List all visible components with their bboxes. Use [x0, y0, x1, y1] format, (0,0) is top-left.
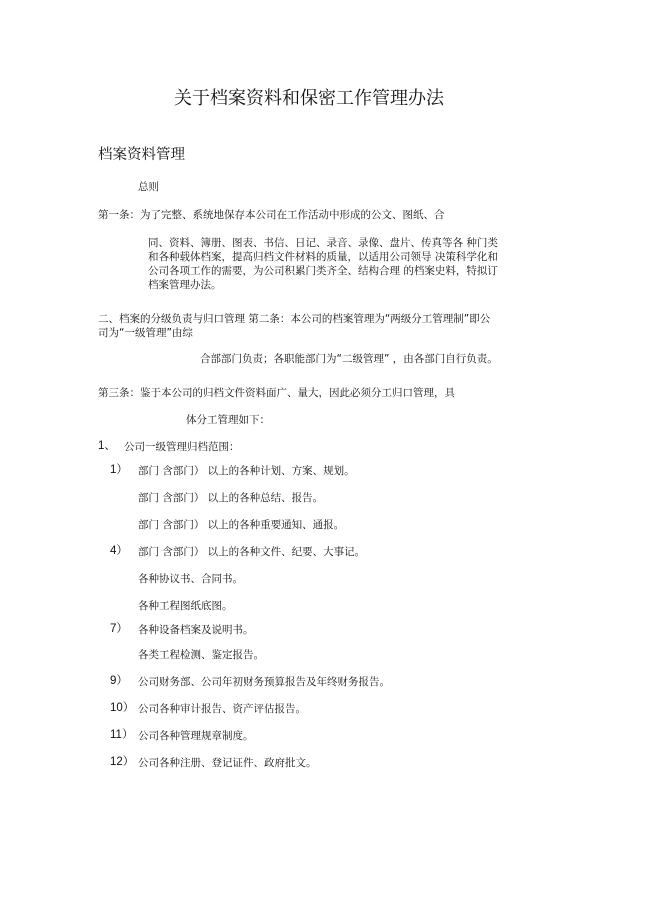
list-item-text: 部门 含部门） 以上的各种文件、纪要、大事记。 [138, 546, 366, 558]
list-item-text: 部门 含部门） 以上的各种重要通知、通报。 [138, 519, 345, 531]
article-1-line: 同、资料、簿册、图表、书信、日记、录音、录像、盘片、传真等各 种门类 [148, 237, 498, 249]
list-item-text: 公司各种管理规章制度。 [138, 730, 254, 742]
article-1-line: 档案管理办法。 [148, 279, 222, 291]
list-item-number: 12） [110, 756, 135, 768]
list-item-text: 部门 含部门） 以上的各种计划、方案、规划。 [138, 465, 355, 477]
general-principles-label: 总则 [138, 181, 159, 193]
list-item-text: 各种设备档案及说明书。 [138, 624, 254, 636]
article-1-line: 第一条：为了完整、系统地保存本公司在工作活动中形成的公文、图纸、合 [98, 209, 445, 221]
article-1-line: 公司各项工作的需要，为公司积累门类齐全、结构合理 的档案史料，特拟订 [148, 265, 498, 277]
list-item-text: 各类工程检测、鉴定报告。 [138, 649, 264, 661]
article-1-line: 和各种载体档案，提高归档文件材料的质量，以适用公司领导 决策科学化和 [148, 251, 498, 263]
list-item-text: 各种工程图纸底图。 [138, 600, 233, 612]
article-2-line: 司为“一级管理”由综 [98, 327, 193, 339]
list-item-text: 各种协议书、合同书。 [138, 573, 243, 585]
list-item-number: 1） [110, 464, 128, 476]
list-item-text: 公司各种注册、登记证件、政府批文。 [138, 757, 317, 769]
article-3-line: 第三条：鉴于本公司的归档文件资料面广、量大，因此必须分工归口管理，具 [98, 387, 455, 399]
list-item-text: 部门 含部门） 以上的各种总结、报告。 [138, 492, 324, 504]
scope-number: 1、 [98, 440, 116, 452]
list-item-number: 9） [110, 675, 128, 687]
list-item-number: 10） [110, 702, 135, 714]
list-item-text: 公司财务部、公司年初财务预算报告及年终财务报告。 [138, 676, 390, 688]
list-item-number: 7） [110, 623, 128, 635]
scope-text: 公司一级管理归档范围： [124, 441, 240, 453]
article-2-line: 二、档案的分级负责与归口管理 第二条：本公司的档案管理为“两级分工管理制”即公 [98, 313, 491, 325]
list-item-number: 11） [110, 729, 134, 741]
article-2-line: 合部部门负责；各职能部门为“二级管理” ，由各部门自行负责。 [200, 353, 498, 365]
list-item-text: 公司各种审计报告、资产评估报告。 [138, 703, 306, 715]
section-heading: 档案资料管理 [98, 147, 185, 163]
document-title: 关于档案资料和保密工作管理办法 [174, 88, 444, 109]
article-3-line: 体分工管理如下： [186, 414, 270, 426]
list-item-number: 4） [110, 545, 128, 557]
